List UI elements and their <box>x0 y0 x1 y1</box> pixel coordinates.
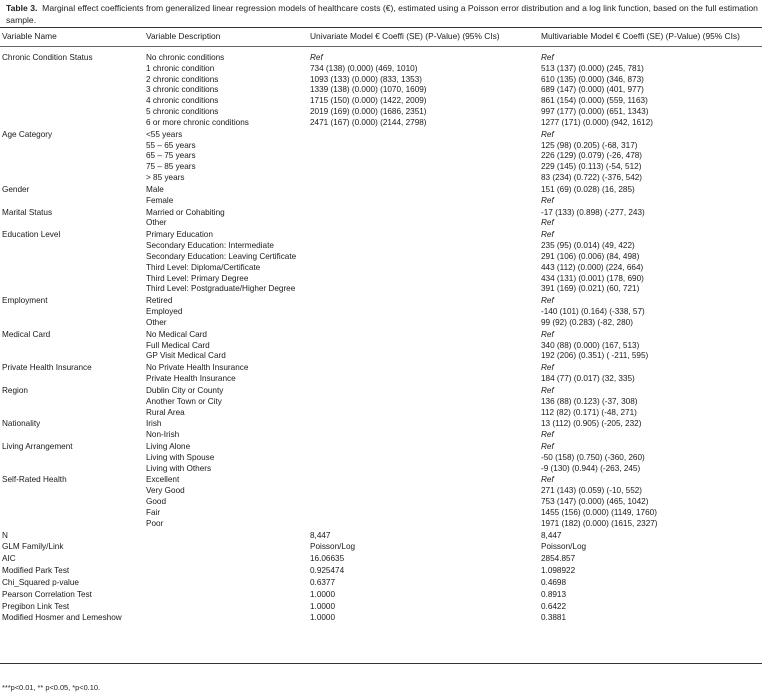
table-row <box>0 464 762 475</box>
multivariable-cell: 391 (169) (0.021) (60, 721) <box>541 284 640 294</box>
variable-description-cell: Full Medical Card <box>146 340 210 350</box>
multivariable-cell: 271 (143) (0.059) (-10, 552) <box>541 486 643 496</box>
table-row <box>0 151 762 162</box>
table-caption-text: Marginal effect coefficients from generalized linear regression models of healthcare costs (€), estimated using a Poisson error distribution and a log link function, based on the full estimation sample. <box>6 3 758 25</box>
table-row <box>0 590 762 601</box>
variable-description-cell: Excellent <box>146 475 180 485</box>
variable-name-cell: Private Health Insurance <box>2 363 92 373</box>
table-row <box>0 64 762 75</box>
univariate-cell: 2471 (167) (0.000) (2144, 2798) <box>310 117 427 127</box>
variable-description-cell: Secondary Education: Intermediate <box>146 241 274 251</box>
variable-name-cell: Gender <box>2 184 30 194</box>
multivariable-cell: 112 (82) (0.171) (-48, 271) <box>541 407 637 417</box>
table-footnote: ***p<0.01, ** p<0.05, *p<0.10. <box>2 683 101 692</box>
multivariable-cell: 861 (154) (0.000) (559, 1163) <box>541 96 648 106</box>
table-row <box>0 386 762 397</box>
variable-description-cell: Third Level: Primary Degree <box>146 273 249 283</box>
multivariable-cell: 1971 (182) (0.000) (1615, 2327) <box>541 518 658 528</box>
variable-description-cell: Retired <box>146 296 173 306</box>
table-header <box>0 31 762 43</box>
variable-description-cell: No Medical Card <box>146 329 207 339</box>
univariate-cell: Poisson/Log <box>310 542 356 552</box>
table-row <box>0 218 762 229</box>
variable-name-cell: Living Arrangement <box>2 441 73 451</box>
variable-description-cell: 5 chronic conditions <box>146 107 219 117</box>
table-row <box>0 554 762 565</box>
univariate-cell: 16.06635 <box>310 554 345 564</box>
table-row <box>0 96 762 107</box>
multivariable-cell: Ref <box>541 430 554 440</box>
variable-description-cell: 4 chronic conditions <box>146 96 219 106</box>
header-univariate-model: Univariate Model € Coeffi (SE) (P-Value) (95% CIs) <box>310 31 500 41</box>
table-row <box>0 107 762 118</box>
table-row <box>0 53 762 64</box>
variable-description-cell: Rural Area <box>146 407 185 417</box>
header-variable-name: Variable Name <box>2 31 57 41</box>
multivariable-cell: Ref <box>541 475 554 485</box>
multivariable-cell: 13 (112) (0.905) (-205, 232) <box>541 419 642 429</box>
table-row <box>0 430 762 441</box>
univariate-cell: 0.6377 <box>310 577 336 587</box>
variable-name-cell: Marital Status <box>2 207 53 217</box>
multivariable-cell: 0.4698 <box>541 577 567 587</box>
table-row <box>0 419 762 430</box>
multivariable-cell: 136 (88) (0.123) (-37, 308) <box>541 396 638 406</box>
variable-name-cell: Modified Hosmer and Lemeshow <box>2 613 122 623</box>
multivariable-cell: 753 (147) (0.000) (465, 1042) <box>541 497 649 507</box>
variable-description-cell: 55 – 65 years <box>146 140 196 150</box>
variable-description-cell: Irish <box>146 419 162 429</box>
table-row <box>0 363 762 374</box>
variable-description-cell: <55 years <box>146 129 183 139</box>
variable-description-cell: Primary Education <box>146 230 213 240</box>
table-row <box>0 185 762 196</box>
variable-name-cell: Nationality <box>2 419 41 429</box>
multivariable-cell: 83 (234) (0.722) (-376, 542) <box>541 173 643 183</box>
variable-description-cell: 65 – 75 years <box>146 151 196 161</box>
table-row <box>0 162 762 173</box>
univariate-cell: 1093 (133) (0.000) (833, 1353) <box>310 74 422 84</box>
multivariable-cell: Ref <box>541 296 554 306</box>
multivariable-cell: Ref <box>541 53 554 62</box>
variable-description-cell: Living Alone <box>146 441 191 451</box>
table-caption-label: Table 3. <box>6 3 38 13</box>
variable-description-cell: Non-Irish <box>146 430 180 440</box>
table-row <box>0 208 762 219</box>
variable-name-cell: Pregibon Link Test <box>2 601 70 611</box>
table-row <box>0 497 762 508</box>
table-row <box>0 307 762 318</box>
variable-name-cell: Age Category <box>2 129 53 139</box>
table-row <box>0 118 762 129</box>
table-row <box>0 374 762 385</box>
header-variable-description: Variable Description <box>146 31 221 41</box>
variable-description-cell: Other <box>146 317 167 327</box>
variable-description-cell: Male <box>146 184 164 194</box>
multivariable-cell: 0.3881 <box>541 613 567 623</box>
variable-description-cell: 1 chronic condition <box>146 63 215 73</box>
multivariable-cell: 0.6422 <box>541 601 567 611</box>
multivariable-cell: 226 (129) (0.079) (-26, 478) <box>541 151 643 161</box>
univariate-cell: 1.0000 <box>310 589 336 599</box>
table-row <box>0 130 762 141</box>
univariate-cell: 1339 (138) (0.000) (1070, 1609) <box>310 85 427 95</box>
multivariable-cell: 997 (177) (0.000) (651, 1343) <box>541 107 649 117</box>
multivariable-cell: 340 (88) (0.000) (167, 513) <box>541 340 640 350</box>
header-multivariable-model: Multivariable Model € Coeffi (SE) (P-Value) (95% CIs) <box>541 31 740 41</box>
table-top-rule <box>0 27 762 28</box>
multivariable-cell: -50 (158) (0.750) (-360, 260) <box>541 452 645 462</box>
multivariable-cell: 1277 (171) (0.000) (942, 1612) <box>541 117 653 127</box>
table-row <box>0 442 762 453</box>
multivariable-cell: 8,447 <box>541 530 562 540</box>
univariate-cell: Ref <box>310 53 323 62</box>
table-row <box>0 602 762 613</box>
table-row <box>0 274 762 285</box>
multivariable-cell: 434 (131) (0.001) (178, 690) <box>541 273 644 283</box>
univariate-cell: 1.0000 <box>310 613 336 623</box>
multivariable-cell: 0.8913 <box>541 589 567 599</box>
variable-description-cell: 3 chronic conditions <box>146 85 219 95</box>
variable-name-cell: Region <box>2 385 28 395</box>
table-row <box>0 230 762 241</box>
variable-description-cell: No Private Health Insurance <box>146 363 249 373</box>
variable-description-cell: 75 – 85 years <box>146 162 196 172</box>
multivariable-cell: 235 (95) (0.014) (49, 422) <box>541 241 635 251</box>
table-row <box>0 531 762 542</box>
table-row <box>0 486 762 497</box>
table-row <box>0 542 762 553</box>
multivariable-cell: 513 (137) (0.000) (245, 781) <box>541 63 644 73</box>
table-row <box>0 330 762 341</box>
multivariable-cell: 125 (98) (0.205) (-68, 317) <box>541 140 638 150</box>
univariate-cell: 8,447 <box>310 530 331 540</box>
multivariable-cell: Ref <box>541 385 554 395</box>
multivariable-cell: Ref <box>541 129 554 139</box>
variable-description-cell: Third Level: Postgraduate/Higher Degree <box>146 284 296 294</box>
variable-description-cell: Employed <box>146 307 183 317</box>
variable-description-cell: Fair <box>146 507 161 517</box>
variable-name-cell: AIC <box>2 554 16 564</box>
variable-name-cell: Pearson Correlation Test <box>2 589 92 599</box>
multivariable-cell: 610 (135) (0.000) (346, 873) <box>541 74 644 84</box>
variable-name-cell: Self-Rated Health <box>2 475 67 485</box>
table-row <box>0 408 762 419</box>
variable-name-cell: Chi_Squared p-value <box>2 577 79 587</box>
table-row <box>0 351 762 362</box>
multivariable-cell: 192 (206) (0.351) ( -211, 595) <box>541 351 649 361</box>
univariate-cell: 0.925474 <box>310 566 345 576</box>
multivariable-cell: Poisson/Log <box>541 542 587 552</box>
variable-name-cell: Education Level <box>2 230 61 240</box>
multivariable-cell: Ref <box>541 363 554 373</box>
multivariable-cell: 99 (92) (0.283) (-82, 280) <box>541 317 633 327</box>
multivariable-cell: 229 (145) (0.113) (-54, 512) <box>541 162 642 172</box>
variable-name-cell: Chronic Condition Status <box>2 53 93 62</box>
multivariable-cell: 291 (106) (0.006) (84, 498) <box>541 251 640 261</box>
table-row <box>0 397 762 408</box>
variable-name-cell: Medical Card <box>2 329 51 339</box>
table-row <box>0 475 762 486</box>
multivariable-cell: 689 (147) (0.000) (401, 977) <box>541 85 644 95</box>
table-row <box>0 578 762 589</box>
table-row <box>0 241 762 252</box>
multivariable-cell: -17 (133) (0.898) (-277, 243) <box>541 207 645 217</box>
variable-description-cell: Other <box>146 218 167 228</box>
multivariable-cell: -9 (130) (0.944) (-263, 245) <box>541 463 641 473</box>
variable-description-cell: No chronic conditions <box>146 53 225 62</box>
multivariable-cell: Ref <box>541 441 554 451</box>
table-row <box>0 75 762 86</box>
variable-description-cell: 2 chronic conditions <box>146 74 219 84</box>
multivariable-cell: 2854.857 <box>541 554 576 564</box>
variable-description-cell: Dublin City or County <box>146 385 224 395</box>
variable-description-cell: Secondary Education: Leaving Certificate <box>146 251 297 261</box>
table-header-rule <box>0 46 762 47</box>
table-row <box>0 508 762 519</box>
table-bottom-rule <box>0 663 762 664</box>
multivariable-cell: 1455 (156) (0.000) (1149, 1760) <box>541 507 657 517</box>
table-row <box>0 296 762 307</box>
variable-description-cell: Poor <box>146 518 164 528</box>
multivariable-cell: Ref <box>541 195 554 205</box>
univariate-cell: 1715 (150) (0.000) (1422, 2009) <box>310 96 427 106</box>
multivariable-cell: 443 (112) (0.000) (224, 664) <box>541 262 644 272</box>
table-body <box>0 53 762 624</box>
variable-description-cell: Living with Others <box>146 463 212 473</box>
multivariable-cell: 151 (69) (0.028) (16, 285) <box>541 184 635 194</box>
variable-description-cell: Third Level: Diploma/Certificate <box>146 262 261 272</box>
variable-name-cell: Employment <box>2 296 48 306</box>
variable-description-cell: Private Health Insurance <box>146 374 236 384</box>
table-row <box>0 613 762 624</box>
multivariable-cell: Ref <box>541 329 554 339</box>
variable-description-cell: Married or Cohabiting <box>146 207 225 217</box>
variable-name-cell: GLM Family/Link <box>2 542 64 552</box>
table-row <box>0 341 762 352</box>
table-row <box>0 453 762 464</box>
variable-description-cell: Female <box>146 195 174 205</box>
table-row <box>0 141 762 152</box>
variable-description-cell: Very Good <box>146 486 185 496</box>
variable-name-cell: N <box>2 530 8 540</box>
variable-description-cell: > 85 years <box>146 173 185 183</box>
multivariable-cell: Ref <box>541 218 554 228</box>
table-caption <box>6 3 758 26</box>
table-row <box>0 284 762 295</box>
univariate-cell: 2019 (169) (0.000) (1686, 2351) <box>310 107 427 117</box>
table-row <box>0 566 762 577</box>
table-row <box>0 173 762 184</box>
table-row <box>0 263 762 274</box>
variable-description-cell: Another Town or City <box>146 396 222 406</box>
variable-description-cell: Good <box>146 497 167 507</box>
table-row <box>0 519 762 530</box>
multivariable-cell: Ref <box>541 230 554 240</box>
multivariable-cell: 1.098922 <box>541 566 576 576</box>
table-row <box>0 318 762 329</box>
variable-description-cell: 6 or more chronic conditions <box>146 117 249 127</box>
univariate-cell: 1.0000 <box>310 601 336 611</box>
table-row <box>0 252 762 263</box>
variable-description-cell: GP Visit Medical Card <box>146 351 226 361</box>
multivariable-cell: 184 (77) (0.017) (32, 335) <box>541 374 635 384</box>
multivariable-cell: -140 (101) (0.164) (-338, 57) <box>541 307 645 317</box>
variable-name-cell: Modified Park Test <box>2 566 70 576</box>
table-row <box>0 196 762 207</box>
variable-description-cell: Living with Spouse <box>146 452 215 462</box>
table-row <box>0 85 762 96</box>
univariate-cell: 734 (138) (0.000) (469, 1010) <box>310 63 418 73</box>
